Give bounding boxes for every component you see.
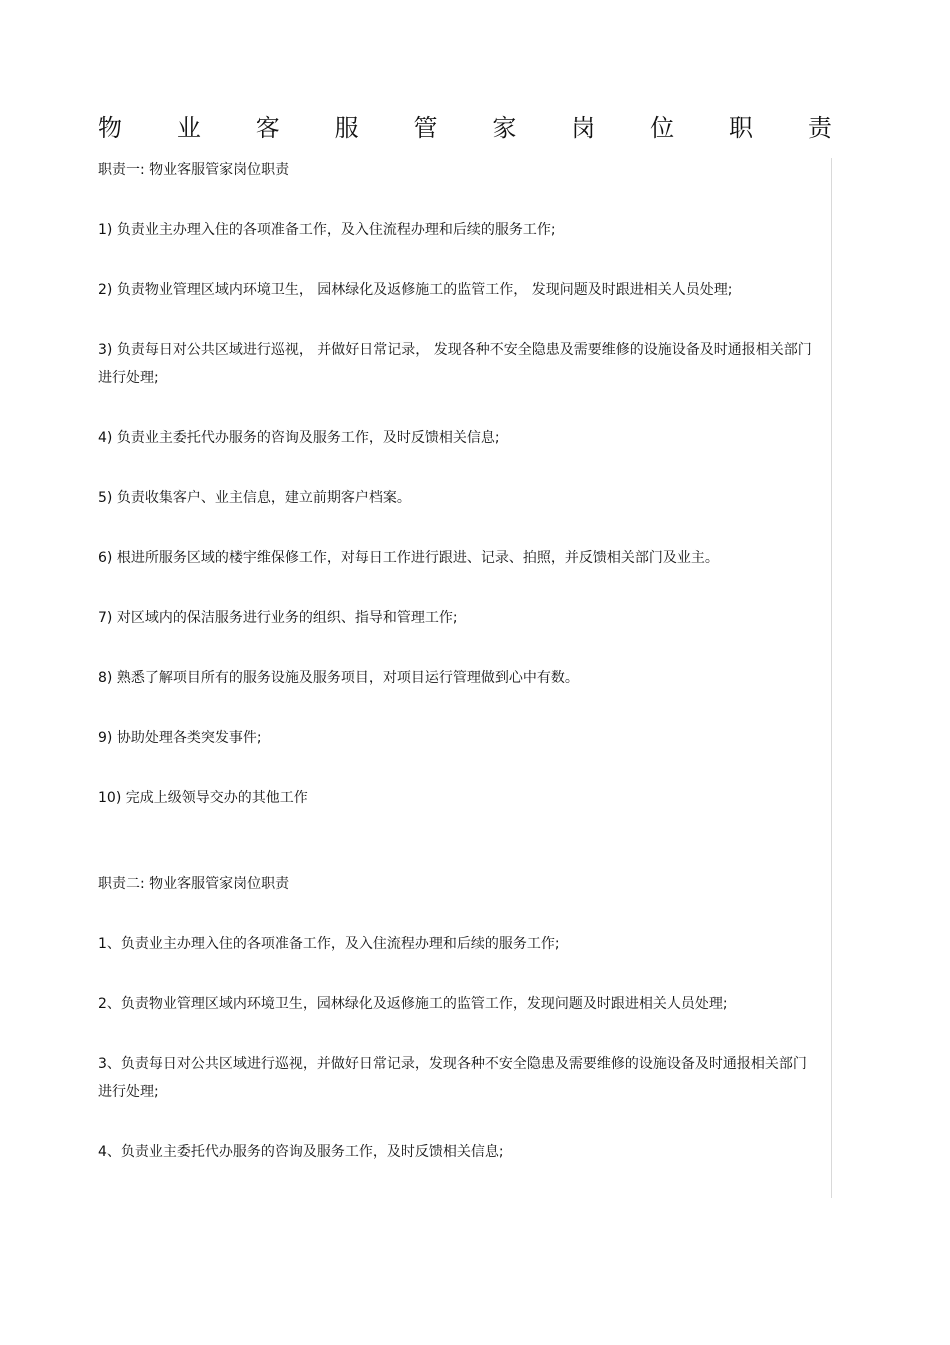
section-2-item: 4、负责业主委托代办服务的咨询及服务工作，及时反馈相关信息; [98, 1144, 504, 1160]
title-char: 客 [255, 114, 280, 142]
section-2-item: 2、负责物业管理区域内环境卫生，园林绿化及返修施工的监管工作，发现问题及时跟进相关人员处理; [98, 996, 728, 1012]
section-2-item: 1、负责业主办理入住的各项准备工作，及入住流程办理和后续的服务工作; [98, 936, 560, 952]
section-1-item: 7) 对区域内的保洁服务进行业务的组织、指导和管理工作; [98, 610, 458, 626]
title-char: 服 [334, 114, 359, 142]
section-1-item: 5) 负责收集客户、业主信息，建立前期客户档案。 [98, 490, 411, 506]
section-1-item: 10) 完成上级领导交办的其他工作 [98, 790, 308, 806]
section-1-item: 6) 根进所服务区域的楼宇维保修工作，对每日工作进行跟进、记录、拍照，并反馈相关部门及业主。 [98, 550, 719, 566]
title-char: 职 [729, 114, 753, 142]
section-1-item: 1) 负责业主办理入住的各项准备工作，及入住流程办理和后续的服务工作; [98, 222, 556, 238]
document-title [98, 108, 832, 148]
section-1-item: 4) 负责业主委托代办服务的咨询及服务工作，及时反馈相关信息; [98, 430, 500, 446]
title-char: 位 [650, 114, 675, 142]
title-char: 管 [413, 114, 438, 142]
section-1-item: 2) 负责物业管理区域内环境卫生， 园林绿化及返修施工的监管工作， 发现问题及时跟进相关人员处理; [98, 282, 733, 298]
section-2-item: 3、负责每日对公共区域进行巡视，并做好日常记录，发现各种不安全隐患及需要维修的设施设备及时通报相关部门进行处理; [98, 1056, 807, 1100]
title-char: 家 [492, 114, 517, 142]
right-margin-rule [831, 158, 832, 1198]
section-1-item: 8) 熟悉了解项目所有的服务设施及服务项目，对项目运行管理做到心中有数。 [98, 670, 579, 686]
section-1-item: 9) 协助处理各类突发事件; [98, 730, 262, 746]
title-char: 业 [176, 114, 201, 142]
title-char: 责 [807, 114, 832, 142]
section-1-heading: 职责一: 物业客服管家岗位职责 [98, 162, 290, 178]
title-char: 岗 [571, 114, 596, 142]
section-2-heading: 职责二: 物业客服管家岗位职责 [98, 876, 290, 892]
title-char: 物 [98, 114, 122, 142]
section-1-item: 3) 负责每日对公共区域进行巡视， 并做好日常记录， 发现各种不安全隐患及需要维修的设施设备及时通报相关部门进行处理; [98, 342, 812, 386]
document-body [98, 156, 820, 1166]
